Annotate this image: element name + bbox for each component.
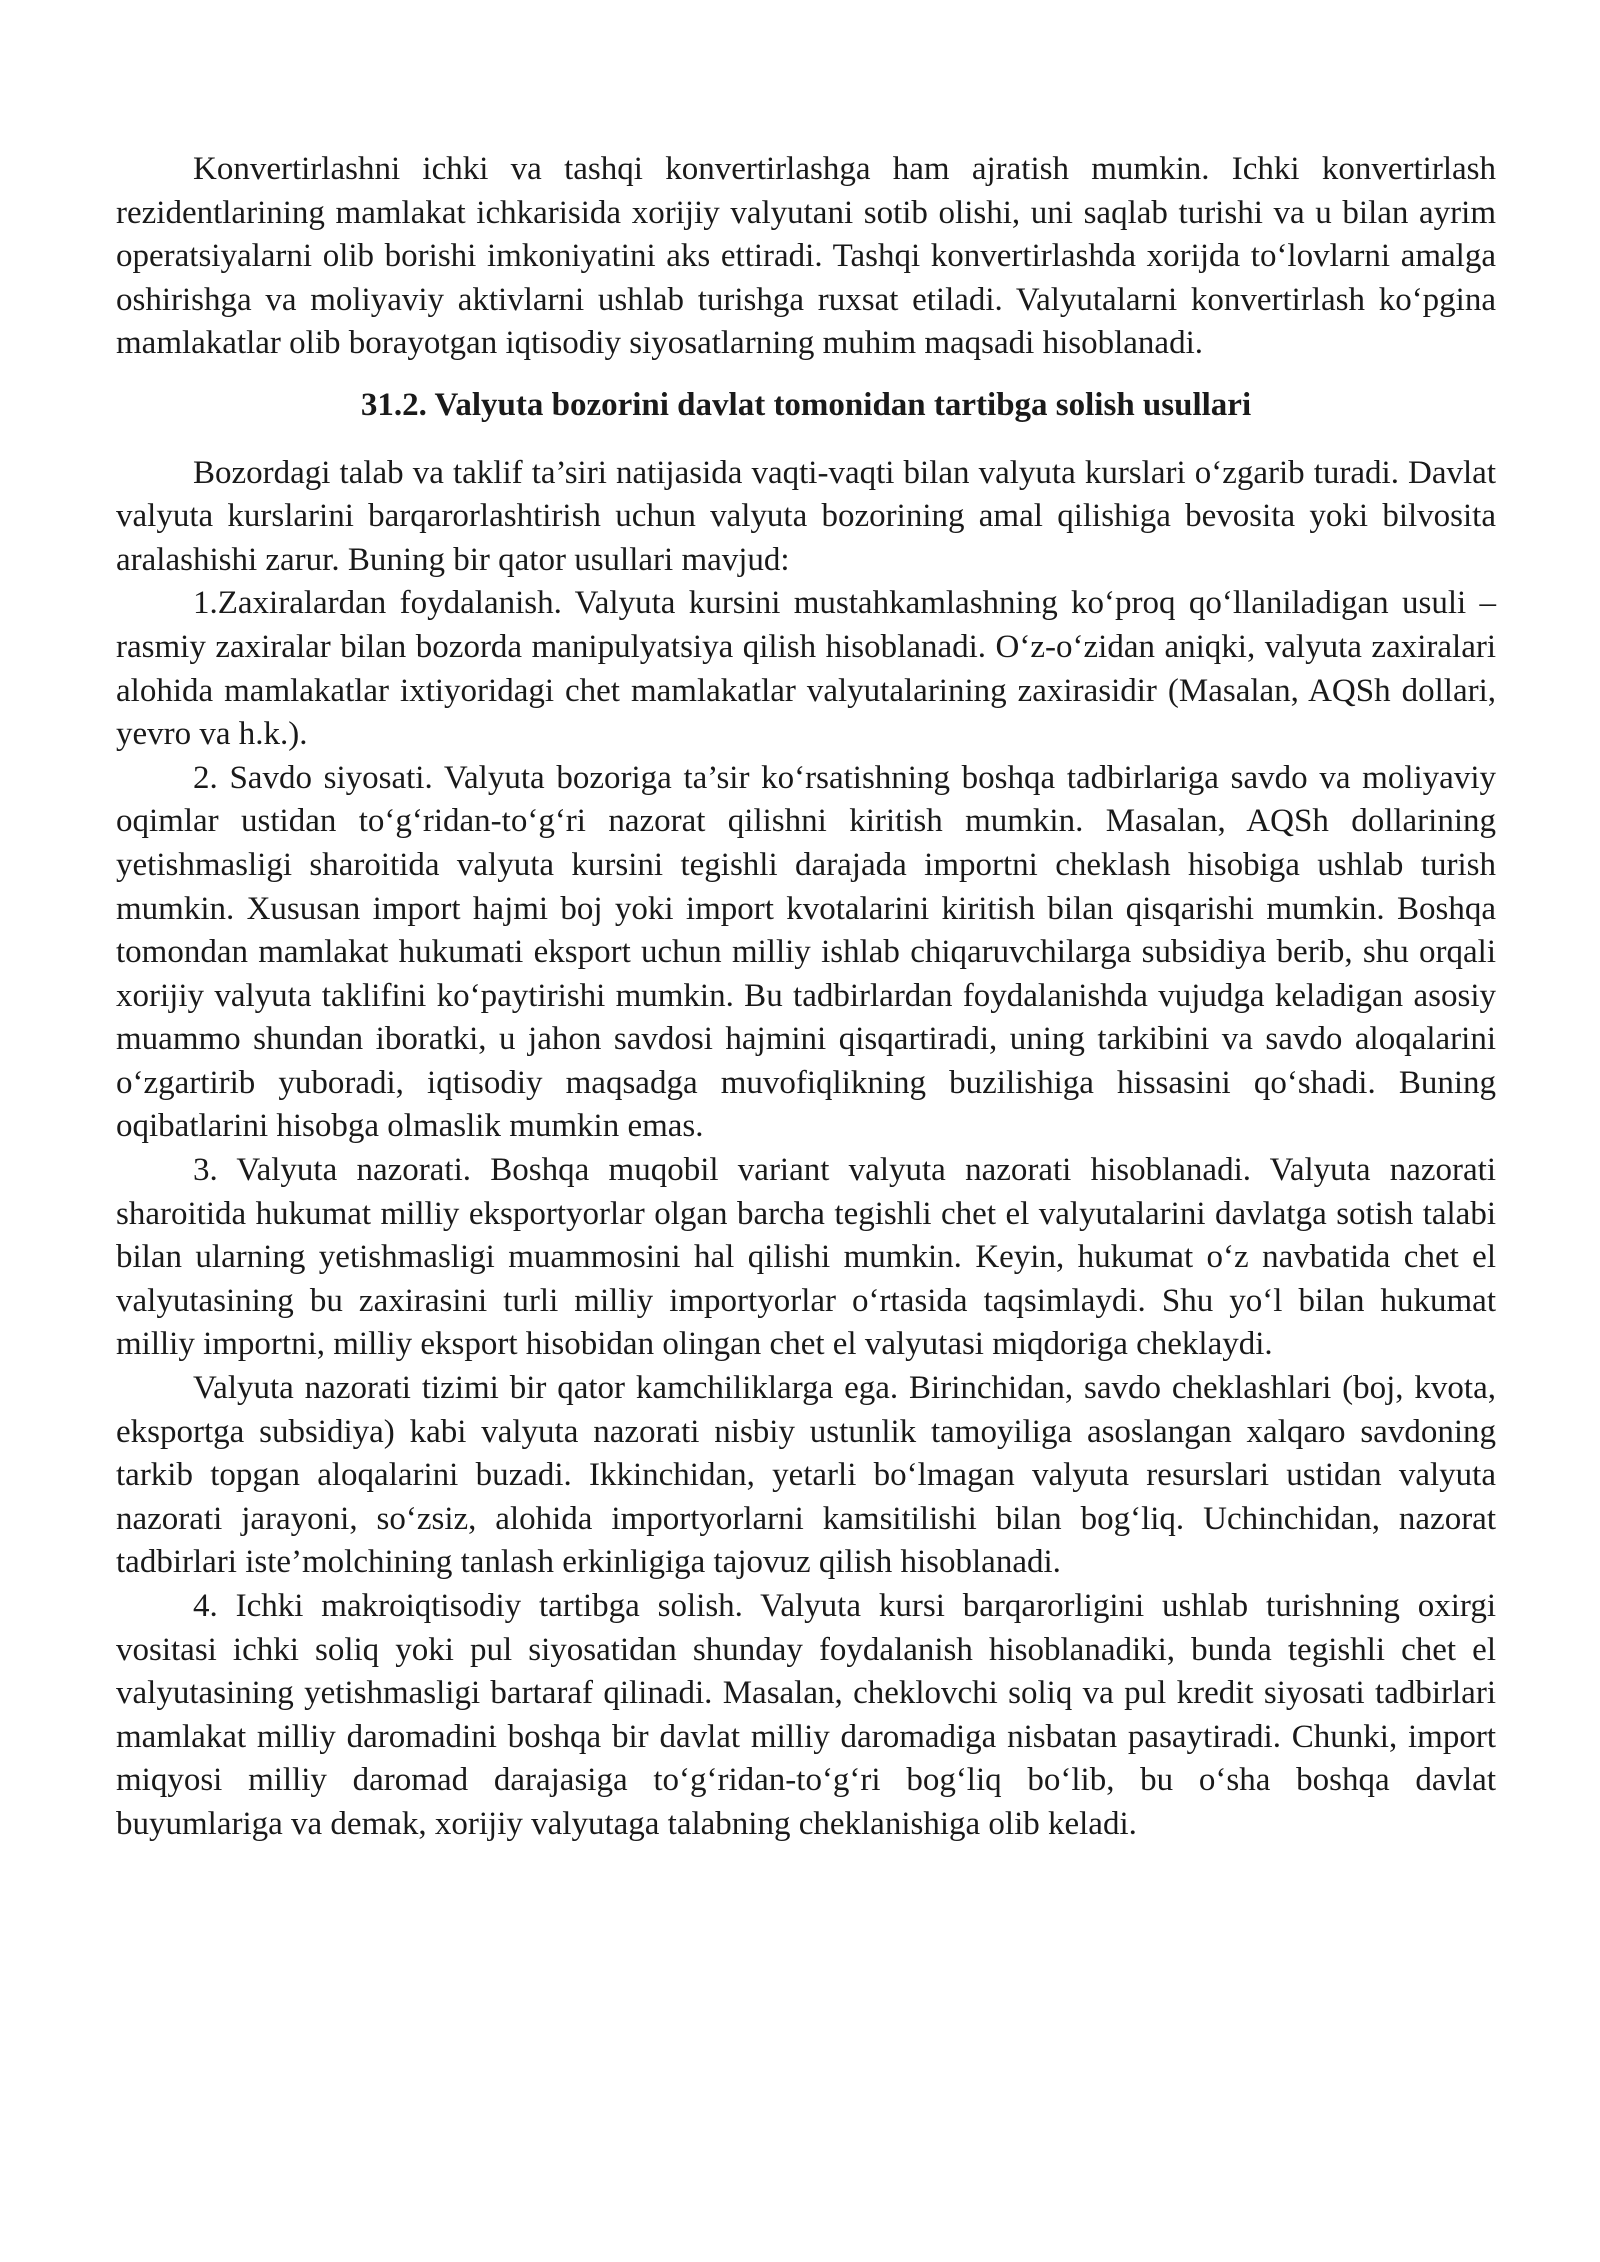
- paragraph-macro-regulation: 4. Ichki makroiqtisodiy tartibga solish. Valyuta kursi barqarorligini ushlab turishning oxirgi vositasi ichki soliq yoki pul siyosatidan shunday foydalanish hisoblanadiki, bunda tegishli chet el valyutasining yetishmasligi bartaraf qilinadi. Masalan, cheklovchi soliq va pul kredit siyosati tadbirlari mamlakat milliy daromadini boshqa bir davlat milliy daromadiga nisbatan pasaytiradi. Chunki, import miqyosi milliy daromad darajasiga to‘g‘ridan-to‘g‘ri bog‘liq bo‘lib, bu o‘sha boshqa davlat buyumlariga va demak, xorijiy valyutaga talabning cheklanishiga olib keladi.: [116, 1588, 1496, 1842]
- paragraph-market-intro: Bozordagi talab va taklif ta’siri natijasida vaqti-vaqti bilan valyuta kurslari o‘zgarib turadi. Davlat valyuta kurslarini barqarorlashtirish uchun valyuta bozorining amal qilishiga bevosita yoki bilvosita aralashishi zarur. Buning bir qator usullari mavjud:: [116, 454, 1496, 578]
- section-heading: 31.2. Valyuta bozorini davlat tomonidan tartibga solish usullari: [360, 386, 1252, 423]
- intro-paragraph: Konvertirlashni ichki va tashqi konvertirlashga ham ajratish mumkin. Ichki konvertirlash rezidentlarining mamlakat ichkarisida xorijiy valyutani sotib olishi, uni saqlab turishi va u bilan ayrim operatsiyalarni olib borishi imkoniyatini aks ettiradi. Tashqi konvertirlashda xorijda to‘lovlarni amalga oshirishga va moliyaviy aktivlarni ushlab turishga ruxsat etiladi. Valyutalarni konvertirlash ko‘pgina mamlakatlar olib borayotgan iqtisodiy siyosatlarning muhim maqsadi hisoblanadi.: [116, 151, 1496, 362]
- paragraph-trade-policy: 2. Savdo siyosati. Valyuta bozoriga ta’sir ko‘rsatishning boshqa tadbirlariga savdo va moliyaviy oqimlar ustidan to‘g‘ridan-to‘g‘ri nazorat qilishni kiritish mumkin. Masalan, AQSh dollarining yetishmasligi sharoitida valyuta kursini tegishli darajada importni cheklash hisobiga ushlab turish mumkin. Xususan import hajmi boj yoki import kvotalarini kiritish bilan qisqarishi mumkin. Boshqa tomondan mamlakat hukumati eksport uchun milliy ishlab chiqaruvchilarga subsidiya berib, shu orqali xorijiy valyuta taklifini ko‘paytirishi mumkin. Bu tadbirlardan foydalanishda vujudga keladigan asosiy muammo shundan iboratki, u jahon savdosi hajmini qisqartiradi, uning tarkibini va savdo aloqalarini o‘zgartirib yuboradi, iqtisodiy maqsadga muvofiqlikning buzilishiga hissasini qo‘shadi. Buning oqibatlarini hisobga olmaslik mumkin emas.: [116, 759, 1496, 1145]
- paragraph-currency-control: 3. Valyuta nazorati. Boshqa muqobil variant valyuta nazorati hisoblanadi. Valyuta nazorati sharoitida hukumat milliy eksportyorlar olgan barcha tegishli chet el valyutalarini davlatga sotish talabi bilan ularning yetishmasligi muammosini hal qilishi mumkin. Keyin, hukumat o‘z navbatida chet el valyutasining bu zaxirasini turli milliy importyorlar o‘rtasida taqsimlaydi. Shu yo‘l bilan hukumat milliy importni, milliy eksport hisobidan olingan chet el valyutasi miqdoriga cheklaydi.: [116, 1152, 1496, 1363]
- document-page: [116, 148, 1496, 1847]
- paragraph-reserves: 1.Zaxiralardan foydalanish. Valyuta kursini mustahkamlashning ko‘proq qo‘llaniladigan usuli – rasmiy zaxiralar bilan bozorda manipulyatsiya qilish hisoblanadi. O‘z-o‘zidan aniqki, valyuta zaxiralari alohida mamlakatlar ixtiyoridagi chet mamlakatlar valyutalarining zaxirasidir (Masalan, AQSh dollari, yevro va h.k.).: [116, 585, 1496, 753]
- paragraph-control-drawbacks: Valyuta nazorati tizimi bir qator kamchiliklarga ega. Birinchidan, savdo cheklashlari (boj, kvota, eksportga subsidiya) kabi valyuta nazorati nisbiy ustunlik tamoyiliga asoslangan xalqaro savdoning tarkib topgan aloqalarini buzadi. Ikkinchidan, yetarli bo‘lmagan valyuta resurslari ustidan valyuta nazorati jarayoni, so‘zsiz, alohida importyorlarni kamsitilishi bilan bog‘liq. Uchinchidan, nazorat tadbirlari iste’molchining tanlash erkinligiga tajovuz qilish hisoblanadi.: [116, 1370, 1496, 1581]
